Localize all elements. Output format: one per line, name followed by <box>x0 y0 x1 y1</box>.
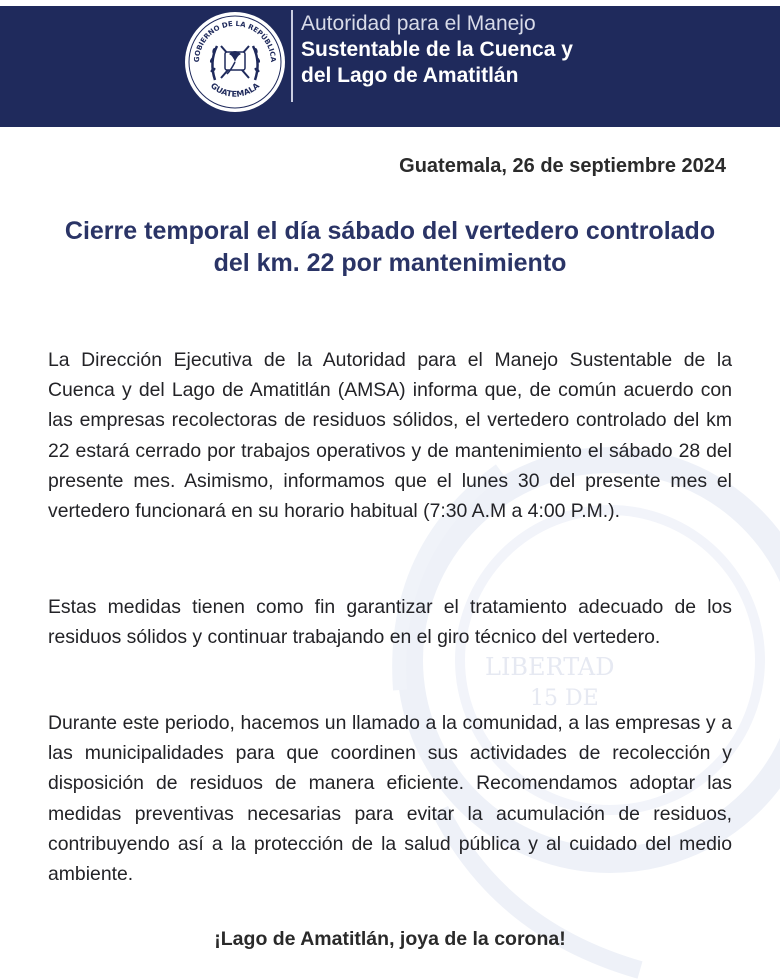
paragraph-purpose: Estas medidas tienen como fin garantizar el tratamiento adecuado de los residuos sólidos y continuar trabajando en el giro técnico del vertedero. <box>48 596 732 649</box>
watermark-text-1: LIBERTAD <box>485 653 615 681</box>
svg-text:GOBIERNO DE LA REPÚBLICA: GOBIERNO DE LA REPÚBLICA <box>192 19 278 63</box>
document-date: Guatemala, 26 de septiembre 2024 <box>399 155 726 177</box>
watermark-text-2: 15 DE <box>530 686 599 711</box>
closing-slogan: ¡Lago de Amatitlán, joya de la corona! <box>214 928 566 950</box>
agency-name-line1: Autoridad para el Manejo <box>301 12 536 35</box>
agency-name <box>301 11 573 89</box>
agency-name-line2: Sustentable de la Cuenca y <box>301 38 573 61</box>
header-divider <box>291 10 293 102</box>
agency-name-line3: del Lago de Amatitlán <box>301 64 519 87</box>
svg-text:GUATEMALA: GUATEMALA <box>208 81 262 99</box>
paragraph-call-to-action: Durante este periodo, hacemos un llamado a la comunidad, a las empresas y a las municipalidades para que coordinen sus actividades de recolección y disposición de residuos de manera eficiente. Recomendamos adoptar las medidas preventivas necesarias para evitar la acumulación de residuos, contribuyendo así a la protección de la salud pública y al cuidado del medio ambiente. <box>48 712 732 886</box>
document-title: Cierre temporal el día sábado del vertedero controlado del km. 22 por mantenimiento <box>64 217 716 277</box>
guatemala-seal-icon <box>183 10 287 114</box>
header-banner <box>0 6 780 127</box>
paragraph-announcement: La Dirección Ejecutiva de la Autoridad para el Manejo Sustentable de la Cuenca y del Lago de Amatitlán (AMSA) informa que, de común acuerdo con las empresas recolectoras de residuos sólidos, el vertedero controlado del km 22 estará cerrado por trabajos operativos y de mantenimiento el sábado 28 del presente mes. Asimismo, informamos que el lunes 30 del presente mes el vertedero funcionará en su horario habitual (7:30 A.M a 4:00 P.M.). <box>48 349 732 523</box>
